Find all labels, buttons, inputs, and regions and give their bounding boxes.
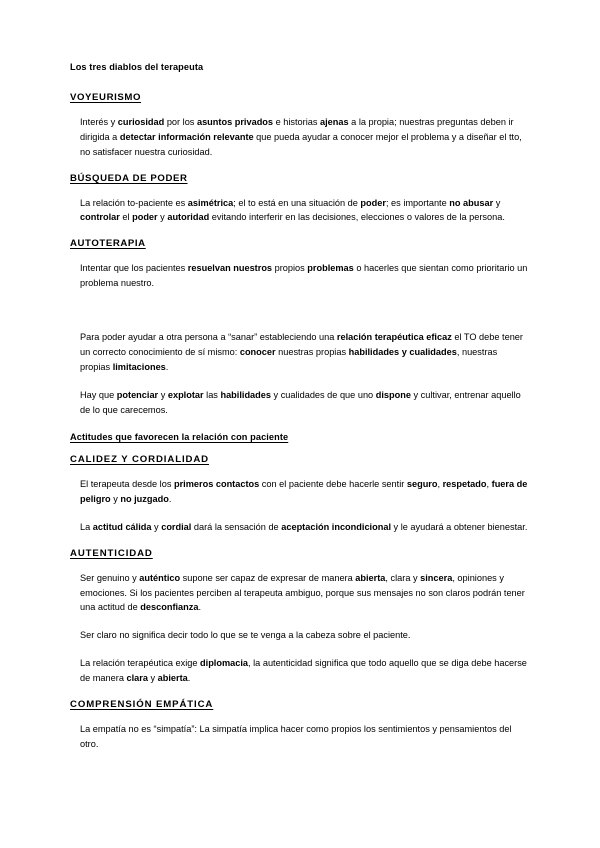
paragraph: El terapeuta desde los primeros contactos con el paciente debe hacerle sentir seguro, respetado, fuera de peligro y no juzgado. (80, 479, 528, 504)
section-busqueda-de-poder (70, 173, 528, 226)
heading-busqueda-de-poder: BÚSQUEDA DE PODER (70, 172, 188, 184)
section-heading-actitudes: Actitudes que favorecen la relación con paciente (70, 431, 289, 442)
heading-calidez-y-cordialidad: CALIDEZ Y CORDIALIDAD (70, 454, 210, 466)
paragraph: La relación to-paciente es asimétrica; el to está en una situación de poder; es importante no abusar y controlar el poder y autoridad evitando interferir en las decisiones, elecciones o valores de la persona. (80, 197, 505, 223)
paragraph: La empatía no es “simpatía”: La simpatía implica hacer como propios los sentimientos y pensamientos del otro. (80, 724, 512, 749)
heading-autoterapia: AUTOTERAPIA (70, 238, 146, 250)
middle-paragraphs (70, 330, 528, 418)
section-spacer (70, 304, 528, 330)
section-autenticidad (70, 548, 528, 686)
heading-comprension-empatica: COMPRENSIÓN EMPÁTICA (70, 699, 214, 711)
heading-voyeurismo: VOYEURISMO (70, 91, 142, 103)
section-list (70, 92, 528, 291)
section-comprension-empatica (70, 699, 528, 752)
section-autoterapia (70, 238, 528, 291)
paragraph: Para poder ayudar a otra persona a “sanar” estableciendo una relación terapéutica eficaz el TO debe tener un correcto conocimiento de sí mismo: conocer nuestras propias habilidades y cualidades, nuestras propias limitaciones. (80, 332, 523, 372)
paragraph: La relación terapéutica exige diplomacia, la autenticidad significa que todo aquello que se diga debe hacerse de manera clara y abierta. (80, 658, 527, 684)
section-list-two (70, 454, 528, 752)
section-voyeurismo (70, 92, 528, 160)
page-title: Los tres diablos del terapeuta (70, 62, 204, 72)
paragraph: Ser claro no significa decir todo lo que se te venga a la cabeza sobre el paciente. (80, 630, 411, 641)
paragraph: Interés y curiosidad por los asuntos privados e historias ajenas a la propia; nuestras preguntas deben ir dirigida a detectar información relevante que pueda ayudar a conocer mejor el problema y a diseñar el tto, no satisfacer nuestra curiosidad. (80, 116, 522, 157)
paragraph: Ser genuino y auténtico supone ser capaz de expresar de manera abierta, clara y sincera, opiniones y emociones. Si los pacientes perciben al terapeuta ambiguo, porque sus mensajes no son claros podrán tener una actitud de desconfianza. (80, 572, 525, 613)
paragraph: La actitud cálida y cordial dará la sensación de aceptación incondicional y le ayudará a obtener bienestar. (80, 521, 528, 532)
paragraph: Hay que potenciar y explotar las habilidades y cualidades de que uno dispone y cultivar, entrenar aquello de lo que carecemos. (80, 389, 521, 415)
section-calidez-y-cordialidad (70, 454, 528, 535)
heading-autenticidad: AUTENTICIDAD (70, 547, 153, 559)
paragraph: Intentar que los pacientes resuelvan nuestros propios problemas o hacerles que sientan como prioritario un problema nuestro. (80, 263, 528, 289)
